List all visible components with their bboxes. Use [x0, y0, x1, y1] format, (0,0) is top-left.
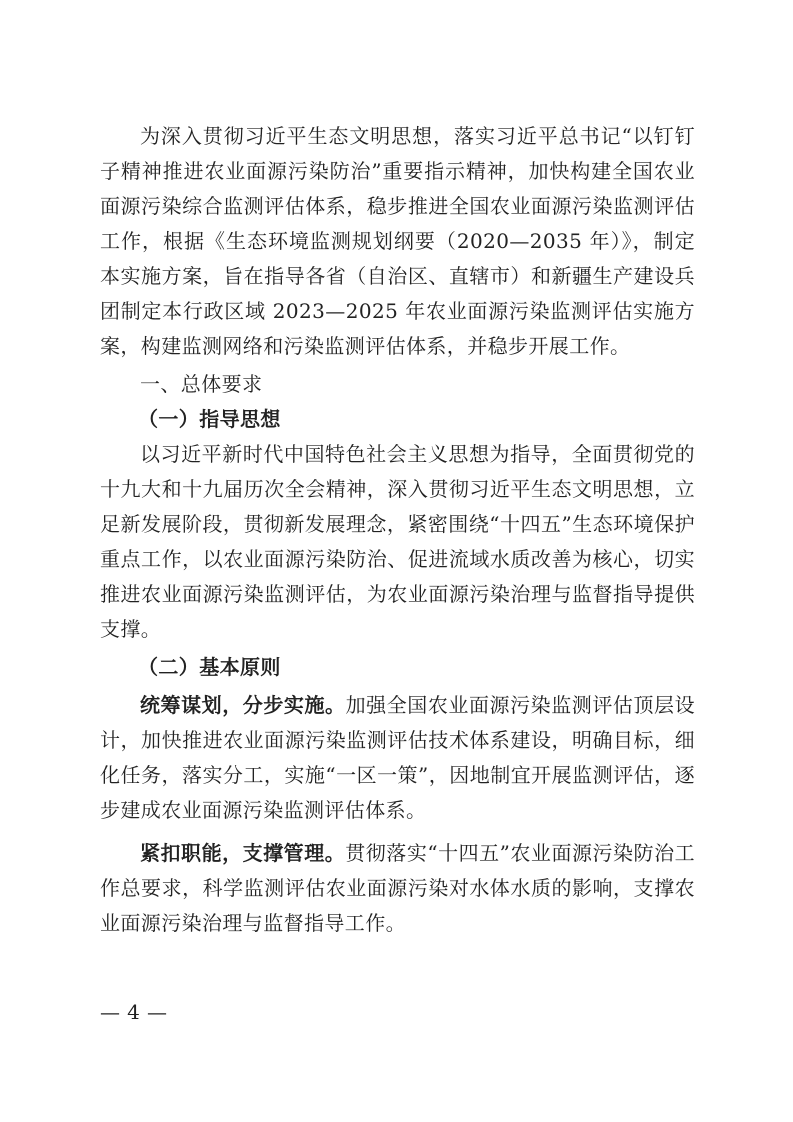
document-body: [100, 119, 695, 941]
principle-text-management: 贯彻落实“十四五”农业面源污染防治工作总要求，科学监测评估农业面源污染对水体水质的影响，支撑农业面源污染治理与监督指导工作。: [100, 841, 696, 935]
principle-paragraph-management: [100, 836, 695, 941]
page-number: — 4 —: [100, 1000, 168, 1024]
subsection-heading-guiding-ideology: （一）指导思想: [138, 407, 281, 431]
principle-text-planning: 加强全国农业面源污染监测评估顶层设计，加快推进农业面源污染监测评估技术体系建设，明确目标，细化任务，落实分工，实施“一区一策”，因地制宜开展监测评估，逐步建成农业面源污染监测评估体系。: [100, 693, 696, 822]
principle-lead-planning: 统筹谋划，分步实施。: [140, 693, 346, 717]
intro-paragraph: 为深入贯彻习近平生态文明思想，落实习近平总书记“以钉钉子精神推进农业面源污染防治”重要指示精神，加快构建全国农业面源污染综合监测评估体系，稳步推进全国农业面源污染监测评估工作，根据《生态环境监测规划纲要（2020—2035 年）》，制定本实施方案，旨在指导各省（自治区、直辖市）和新疆生产建设兵团制定本行政区域 2023—2025 年农业面源污染监测评估实施方案，构建监测网络和污染监测评估体系，并稳步开展工作。: [100, 124, 695, 358]
section-heading-general-requirements: 一、总体要求: [140, 372, 263, 396]
principle-lead-management: 紧扣职能，支撑管理。: [140, 841, 346, 865]
guiding-ideology-paragraph: 以习近平新时代中国特色社会主义思想为指导，全面贯彻党的十九大和十九届历次全会精神，深入贯彻习近平生态文明思想，立足新发展阶段，贯彻新发展理念，紧密围绕“十四五”生态环境保护重点工作，以农业面源污染防治、促进流域水质改善为核心，切实推进农业面源污染监测评估，为农业面源污染治理与监督指导提供支撑。: [100, 442, 695, 641]
principle-paragraph-planning: [100, 688, 695, 828]
subsection-heading-basic-principles: （二）基本原则: [138, 655, 281, 679]
